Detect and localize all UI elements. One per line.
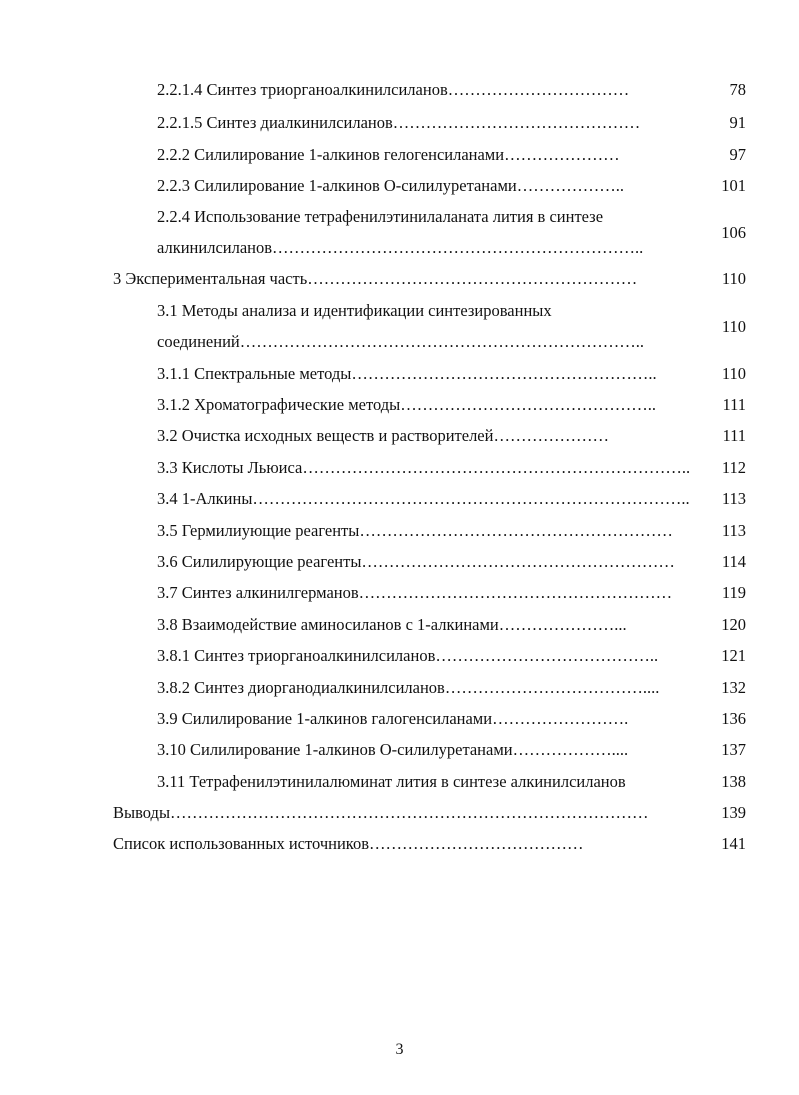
- toc-entry-title: Список использованных источников…………………………………: [113, 834, 584, 853]
- toc-entry-page: 112: [721, 458, 746, 477]
- toc-entry-title-line2: алкинилсиланов…………………………………………………………..: [157, 238, 644, 257]
- toc-entry-title: 2.2.3 Силилирование 1-алкинов О-силилуретанами………………..: [157, 176, 624, 195]
- toc-entry-title: 3.7 Синтез алкинилгерманов…………………………………………………: [157, 583, 673, 602]
- toc-entry-title: 2.2.1.5 Синтез диалкинилсиланов………………………………………: [157, 113, 641, 132]
- toc-entry-title: 3.8.2 Синтез диорганодиалкинилсиланов………………………………....: [157, 678, 660, 697]
- toc-entry-title: 3.8.1 Синтез триорганоалкинилсиланов…………………………………..: [157, 646, 659, 665]
- toc-entry-page: 111: [722, 395, 746, 414]
- toc-entry-page: 111: [722, 426, 746, 445]
- toc-entry-page: 110: [721, 317, 746, 336]
- toc-entry-title: 3 Экспериментальная часть……………………………………………………: [113, 269, 638, 288]
- toc-entry-page: 110: [721, 364, 746, 383]
- toc-entry-title: 3.8 Взаимодействие аминосиланов с 1-алкинами…………………...: [157, 615, 627, 634]
- toc-entry-title: 3.5 Гермилиующие реагенты…………………………………………………: [157, 521, 673, 540]
- toc-entry-title-line1: 3.1 Методы анализа и идентификации синтезированных: [157, 301, 552, 320]
- toc-entry-page: 137: [721, 740, 746, 759]
- toc-entry-page: 141: [721, 834, 746, 853]
- toc-entry-page: 132: [721, 678, 746, 697]
- toc-entry-title: 3.4 1-Алкины……………………………………………………………………..: [157, 489, 690, 508]
- toc-entry-title: 3.1.1 Спектральные методы………………………………………………..: [157, 364, 657, 383]
- toc-entry-title: 3.6 Силилирующие реагенты…………………………………………………: [157, 552, 675, 571]
- toc-entry-title-line2: соединений………………………………………………………………..: [157, 332, 644, 351]
- toc-entry-page: 97: [729, 145, 746, 164]
- toc-entry-page: 113: [721, 521, 746, 540]
- toc-entry-page: 106: [721, 223, 746, 242]
- toc-entry-title: 3.3 Кислоты Льюиса……………………………………………………………..: [157, 458, 691, 477]
- toc-entry-page: 114: [721, 552, 746, 571]
- toc-entry-page: 121: [721, 646, 746, 665]
- toc-entry-page: 120: [721, 615, 746, 634]
- toc-entry-title: 2.2.2 Силилирование 1-алкинов гелогенсиланами…………………: [157, 145, 620, 164]
- toc-entry-title: 3.10 Силилирование 1-алкинов О-силилуретанами………………....: [157, 740, 629, 759]
- page-number: 3: [395, 1041, 404, 1058]
- toc-entry-page: 138: [721, 772, 746, 791]
- toc-entry-page: 78: [729, 80, 746, 99]
- toc-entry-page: 136: [721, 709, 746, 728]
- toc-entry-page: 91: [729, 113, 746, 132]
- toc-entry-title: 3.9 Силилирование 1-алкинов галогенсиланами…………………….: [157, 709, 629, 728]
- toc-entry-title-line1: 2.2.4 Использование тетрафенилэтинилаланата лития в синтезе: [157, 207, 604, 226]
- toc-entry-title: 3.2 Очистка исходных веществ и растворителей…………………: [157, 426, 609, 445]
- toc-entry-title: 2.2.1.4 Синтез триорганоалкинилсиланов……………………………: [157, 80, 630, 99]
- toc-entry-page: 101: [721, 176, 746, 195]
- toc-entry-title: Выводы……………………………………………………………………………: [113, 803, 649, 822]
- toc-entry-page: 113: [721, 489, 746, 508]
- toc-entry-title: 3.1.2 Хроматографические методы………………………………………..: [157, 395, 656, 414]
- toc-entry-title: 3.11 Тетрафенилэтинилалюминат лития в синтезе алкинилсиланов: [157, 772, 626, 791]
- toc-entry-page: 110: [721, 269, 746, 288]
- toc-entry-page: 139: [721, 803, 746, 822]
- toc-entry-page: 119: [721, 583, 746, 602]
